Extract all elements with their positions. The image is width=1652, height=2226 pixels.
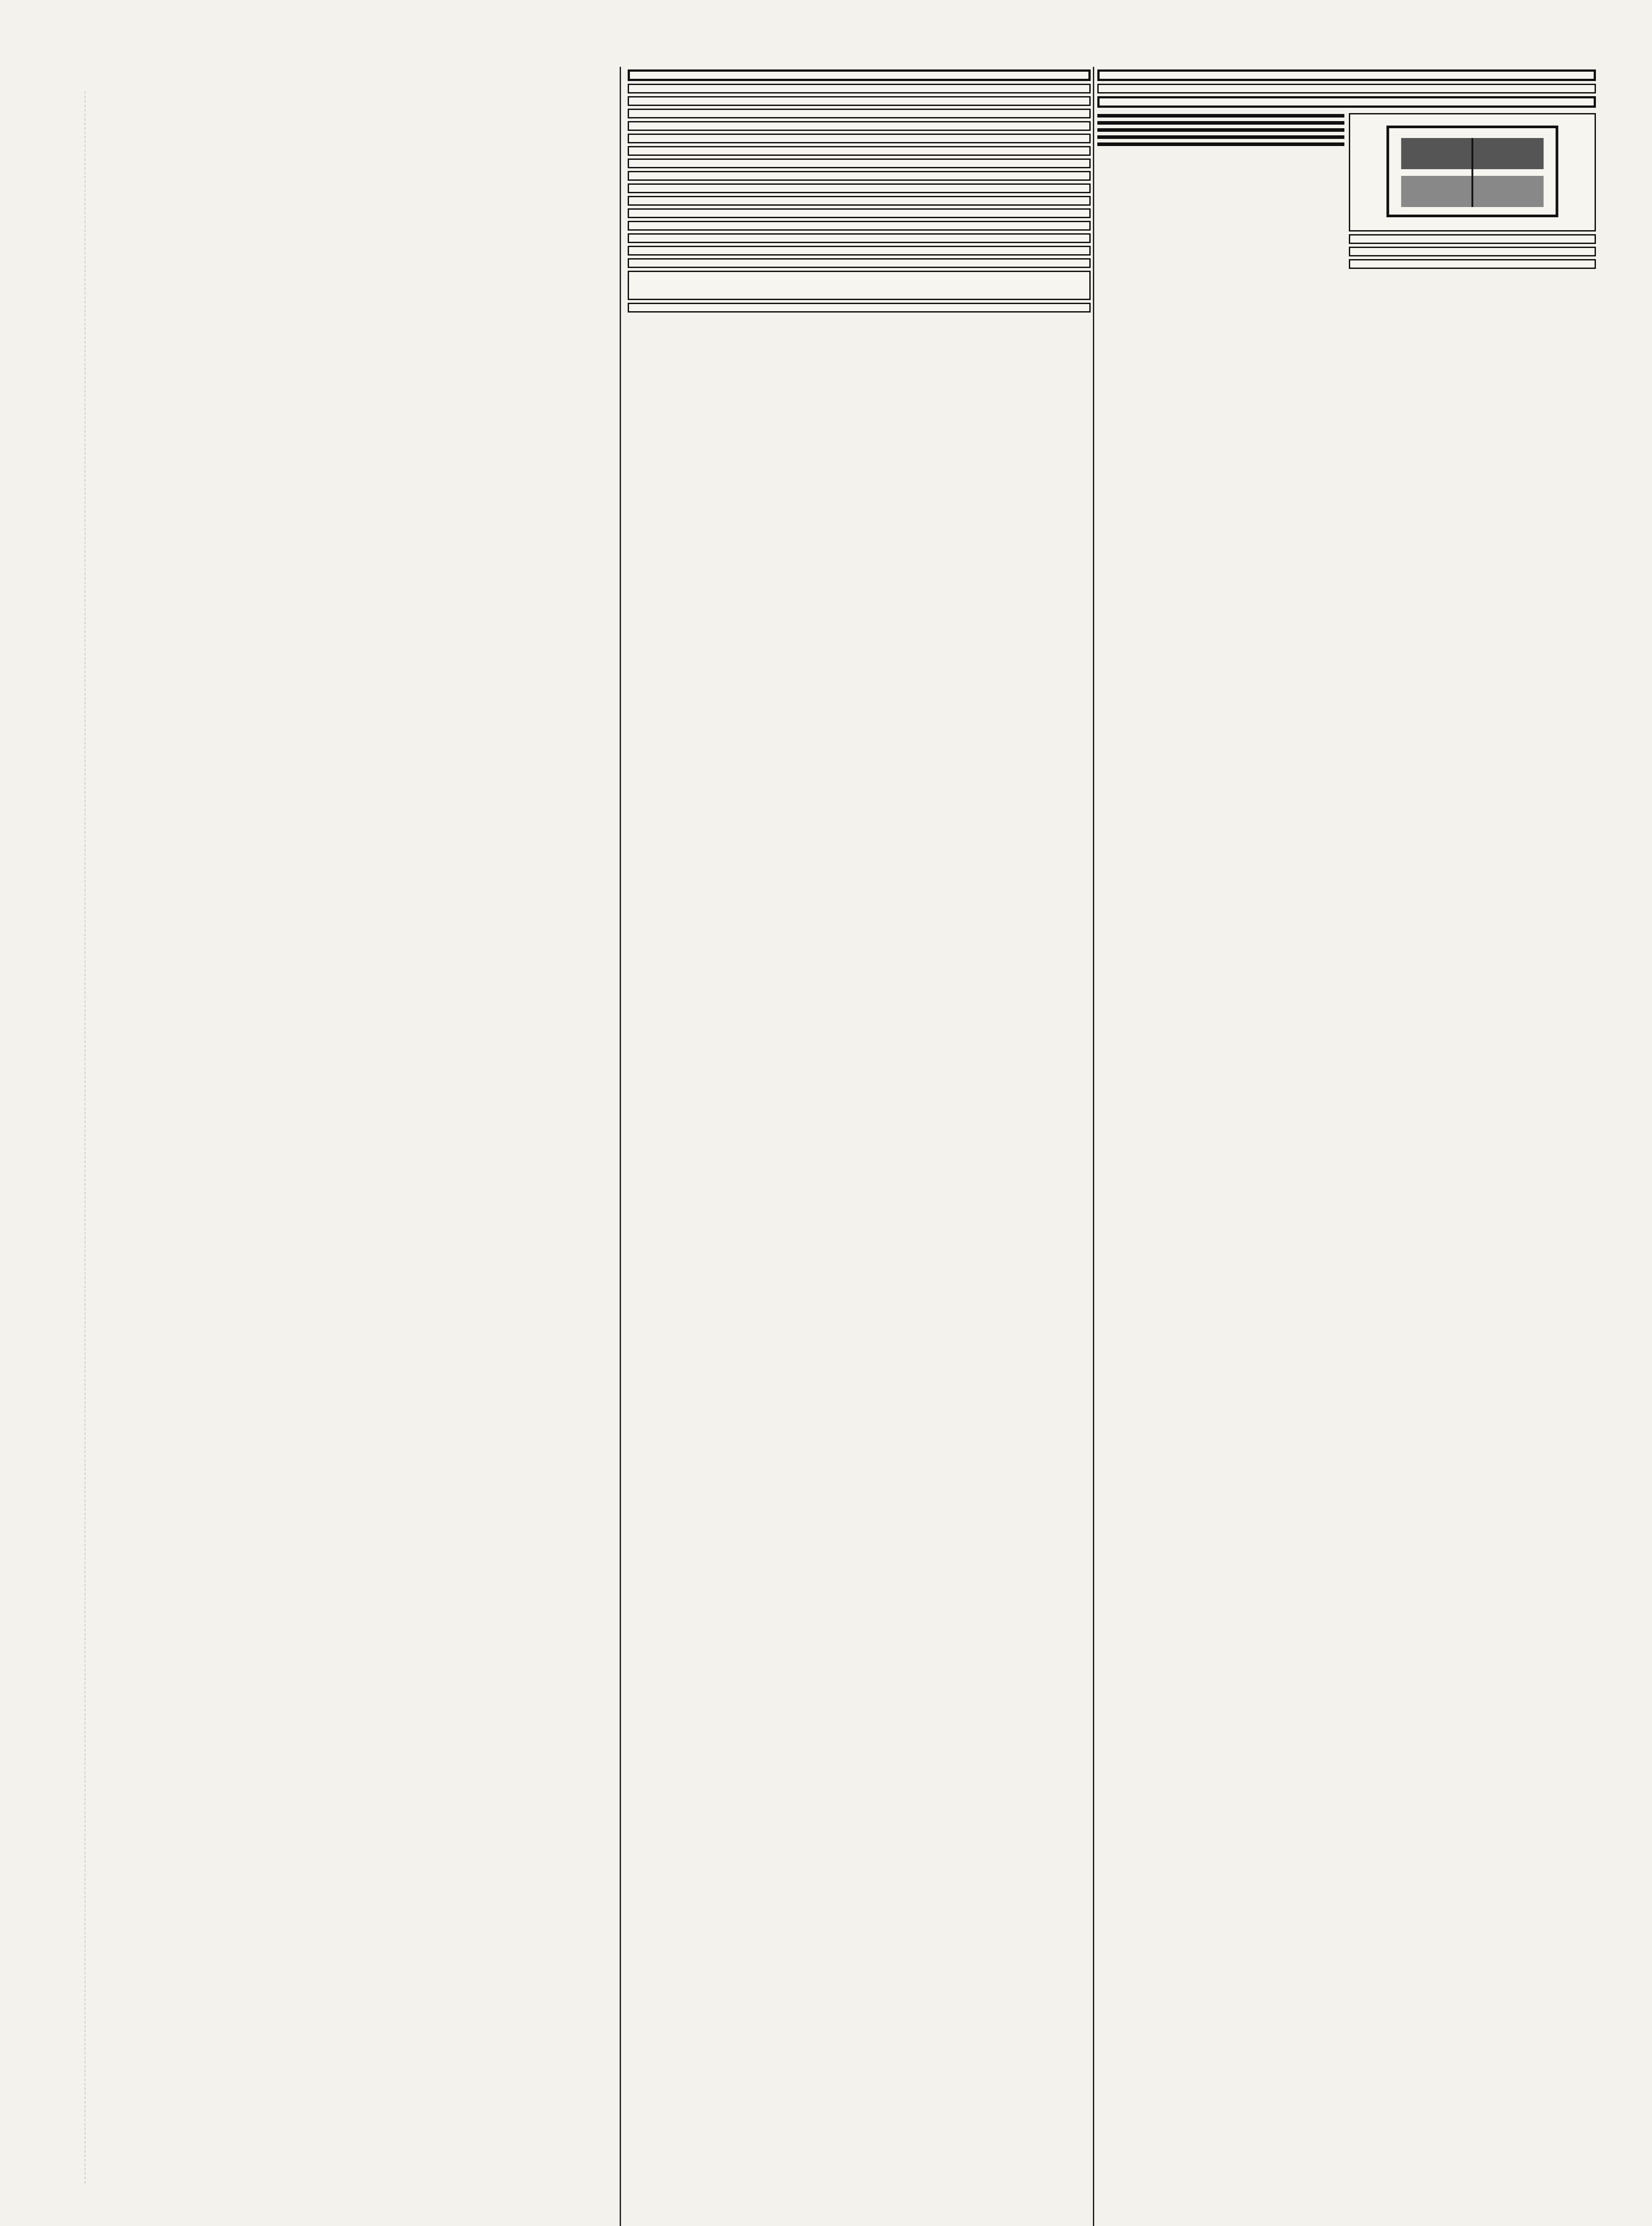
section-prodej xyxy=(1097,121,1344,125)
column-rule xyxy=(1093,67,1094,2226)
ad-brejle xyxy=(628,233,1091,243)
ad-kapely xyxy=(628,109,1091,118)
classifieds-left xyxy=(1097,110,1344,272)
ad-brilianty xyxy=(628,246,1091,256)
ad-postel xyxy=(1349,113,1596,232)
ad-kufry xyxy=(628,258,1091,268)
ad-ceske-damy xyxy=(1349,259,1596,269)
ad-kuri-oka xyxy=(1349,247,1596,256)
ad-netopyra xyxy=(628,183,1091,193)
ad-strelecky xyxy=(628,121,1091,131)
ad-ireny xyxy=(628,208,1091,218)
binding-margin xyxy=(85,91,97,2184)
ad-sibora xyxy=(628,158,1091,168)
section-nemovitosti xyxy=(1097,128,1344,132)
sports-column xyxy=(134,67,614,2226)
classifieds-column xyxy=(1097,67,1596,2226)
ad-oznameni xyxy=(628,221,1091,231)
section-vseob xyxy=(1097,142,1344,146)
zacherl-title xyxy=(635,274,1084,297)
folding-bed-illustration xyxy=(1356,118,1589,225)
ad-ideal xyxy=(628,196,1091,206)
ad-zacherl xyxy=(628,271,1091,300)
classifieds-right xyxy=(1349,110,1596,272)
ad-olicerin xyxy=(628,84,1091,93)
ad-slaneho xyxy=(628,134,1091,143)
ad-spirku xyxy=(628,171,1091,181)
ad-alhambra xyxy=(628,69,1091,81)
ad-kasety xyxy=(628,96,1091,106)
ad-odevy xyxy=(628,303,1091,313)
ad-loutek xyxy=(1349,234,1596,244)
section-ztraty xyxy=(1097,135,1344,139)
maly-oznamovatel-header xyxy=(1097,96,1596,108)
middle-column xyxy=(628,67,1091,2226)
ad-ocelovky xyxy=(1097,84,1596,93)
ad-pavouka xyxy=(628,146,1091,156)
column-rule xyxy=(620,67,621,2226)
section-sluzby xyxy=(1097,114,1344,118)
classifieds-grid xyxy=(1097,110,1596,272)
ad-lahve xyxy=(1097,69,1596,81)
